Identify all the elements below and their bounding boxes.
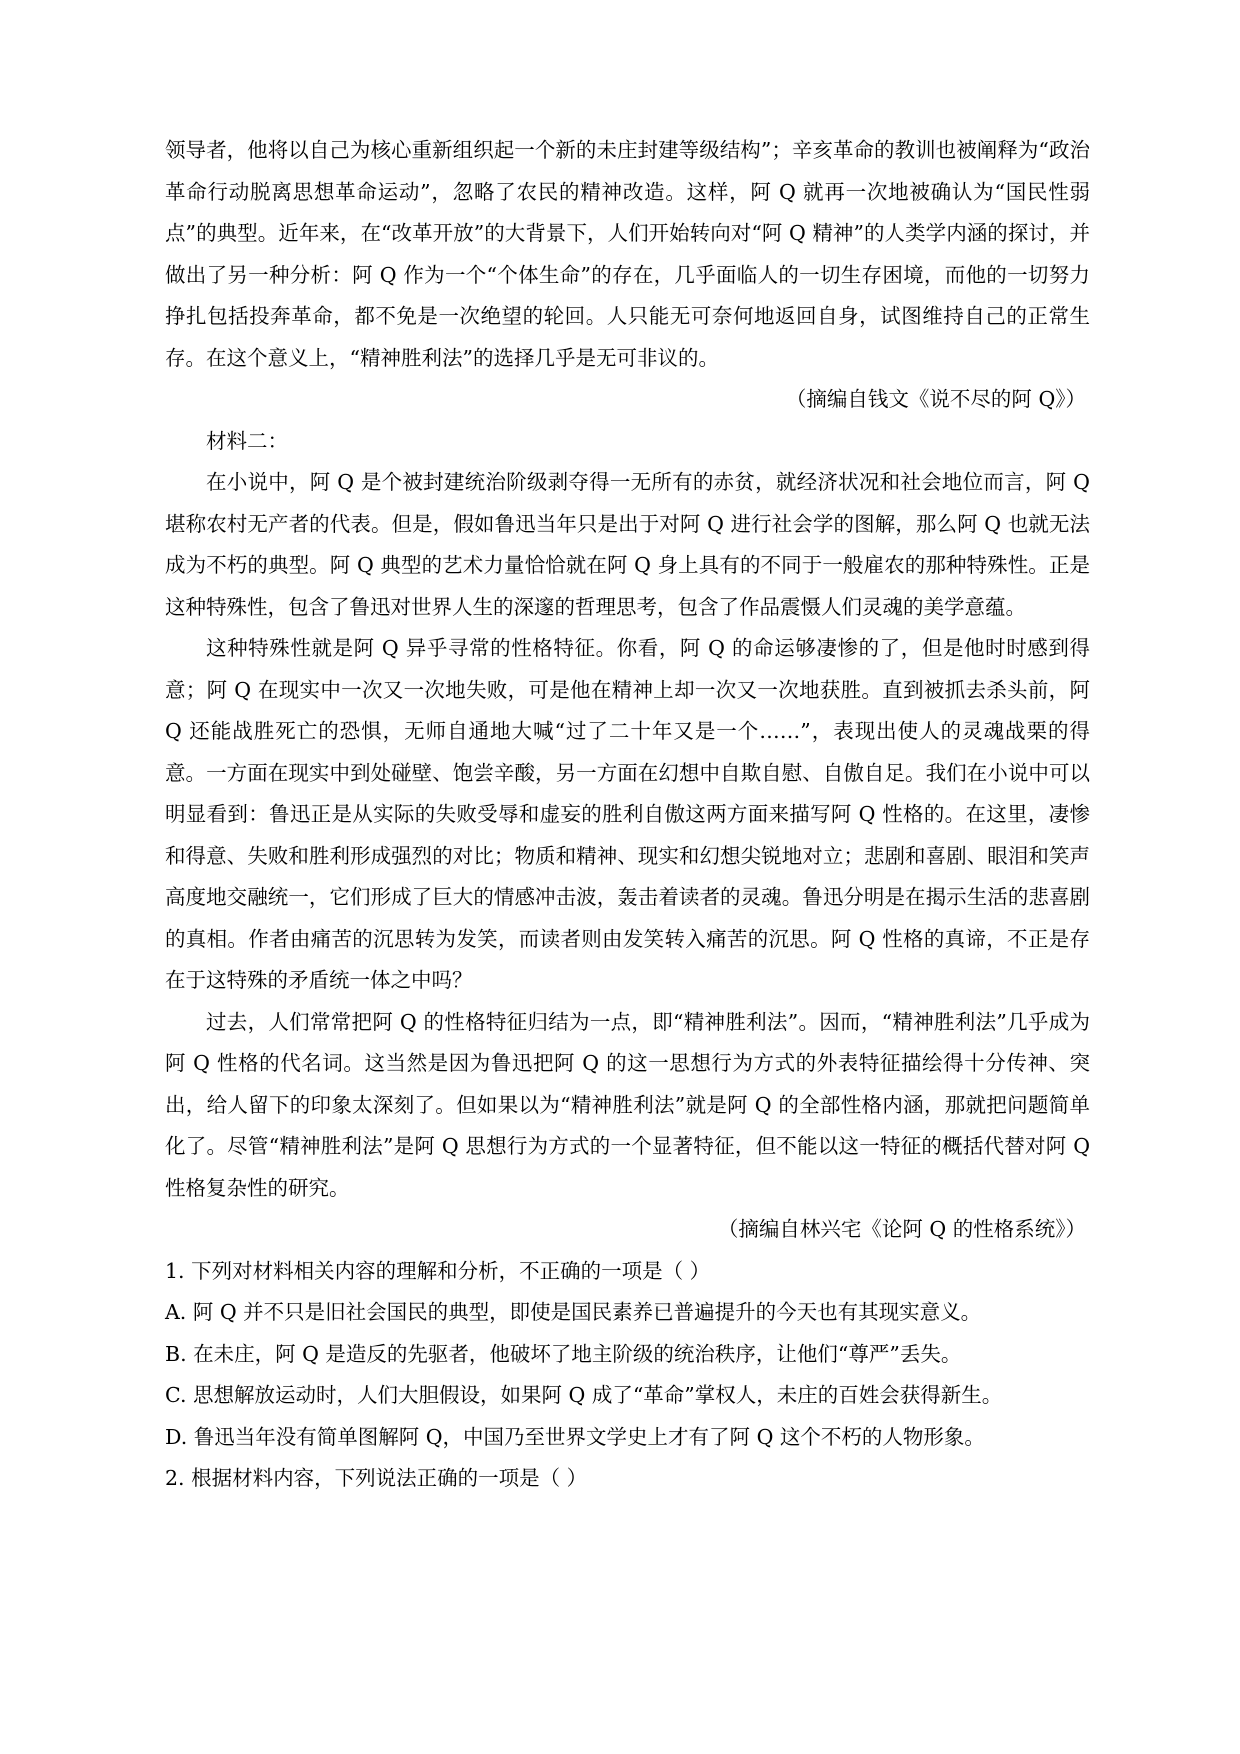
- paragraph-material2-3: 过去，人们常常把阿 Q 的性格特征归结为一点，即“精神胜利法”。因而，“精神胜利法”几乎成为阿 Q 性格的代名词。这当然是因为鲁迅把阿 Q 的这一思想行为方式的外表特征描绘得十分传神、突出，给人留下的印象太深刻了。但如果以为“精神胜利法”就是阿 Q 的全部性格内涵，那就把问题简单化了。尽管“精神胜利法”是阿 Q 思想行为方式的一个显著特征，但不能以这一特征的概括代替对阿 Q 性格复杂性的研究。: [165, 1009, 1090, 1200]
- question-2-stem: 2. 根据材料内容，下列说法正确的一项是（ ）: [165, 1466, 588, 1490]
- material-two-label: 材料二：: [206, 428, 288, 453]
- question-1-stem: 1. 下列对材料相关内容的理解和分析，不正确的一项是（ ）: [165, 1258, 711, 1283]
- paragraph-continuation: 领导者，他将以自己为核心重新组织起一个新的未庄封建等级结构”；辛亥革命的教训也被阐释为“政治革命行动脱离思想革命运动”，忽略了农民的精神改造。这样，阿 Q 就再一次地被确认为“国民性弱点”的典型。近年来，在“改革开放”的大背景下，人们开始转向对“阿 Q 精神”的人类学内涵的探讨，并做出了另一种分析：阿 Q 作为一个“个体生命”的存在，几乎面临人的一切生存困境，而他的一切努力挣扎包括投奔革命，都不免是一次绝望的轮回。人只能无可奈何地返回自身，试图维持自己的正常生存。在这个意义上，“精神胜利法”的选择几乎是无可非议的。: [165, 138, 1090, 370]
- source-citation-1: （摘编自钱文《说不尽的阿 Q》）: [785, 387, 1086, 411]
- question-1-option-c[interactable]: C. 思想解放运动时，人们大胆假设，如果阿 Q 成了“革命”掌权人，未庄的百姓会获得新生。: [165, 1383, 1003, 1407]
- document-body: [165, 130, 1090, 1500]
- paragraph-material2-2: 这种特殊性就是阿 Q 异乎寻常的性格特征。你看，阿 Q 的命运够凄惨的了，但是他时时感到得意；阿 Q 在现实中一次又一次地失败，可是他在精神上却一次又一次地获胜。直到被抓去杀头前，阿 Q 还能战胜死亡的恐惧，无师自通地大喊“过了二十年又是一个……”，表现出使人的灵魂战栗的得意。一方面在现实中到处碰壁、饱尝辛酸，另一方面在幻想中自欺自慰、自傲自足。我们在小说中可以明显看到：鲁迅正是从实际的失败受辱和虚妄的胜利自傲这两方面来描写阿 Q 性格的。在这里，凄惨和得意、失败和胜利形成强烈的对比；物质和精神、现实和幻想尖锐地对立；悲剧和喜剧、眼泪和笑声高度地交融统一，它们形成了巨大的情感冲击波，轰击着读者的灵魂。鲁迅分明是在揭示生活的悲喜剧的真相。作者由痛苦的沉思转为发笑，而读者则由发笑转入痛苦的沉思。阿 Q 性格的真谛，不正是存在于这特殊的矛盾统一体之中吗？: [165, 636, 1090, 992]
- question-1-option-d[interactable]: D. 鲁迅当年没有简单图解阿 Q，中国乃至世界文学史上才有了阿 Q 这个不朽的人物形象。: [165, 1424, 985, 1449]
- paragraph-material2-1: 在小说中，阿 Q 是个被封建统治阶级剥夺得一无所有的赤贫，就经济状况和社会地位而言，阿 Q 堪称农村无产者的代表。但是，假如鲁迅当年只是出于对阿 Q 进行社会学的图解，那么阿 Q 也就无法成为不朽的典型。阿 Q 典型的艺术力量恰恰就在阿 Q 身上具有的不同于一般雇农的那种特殊性。正是这种特殊性，包含了鲁迅对世界人生的深邃的哲理思考，包含了作品震慑人们灵魂的美学意蕴。: [165, 470, 1090, 619]
- question-1-option-b[interactable]: B. 在未庄，阿 Q 是造反的先驱者，他破坏了地主阶级的统治秩序，让他们“尊严”丢失。: [165, 1341, 962, 1366]
- question-list: [165, 1251, 1090, 1500]
- source-citation-2: （摘编自林兴宅《论阿 Q 的性格系统》）: [717, 1217, 1086, 1241]
- question-1-option-a[interactable]: A. 阿 Q 并不只是旧社会国民的典型，即使是国民素养已普遍提升的今天也有其现实意义。: [165, 1300, 982, 1324]
